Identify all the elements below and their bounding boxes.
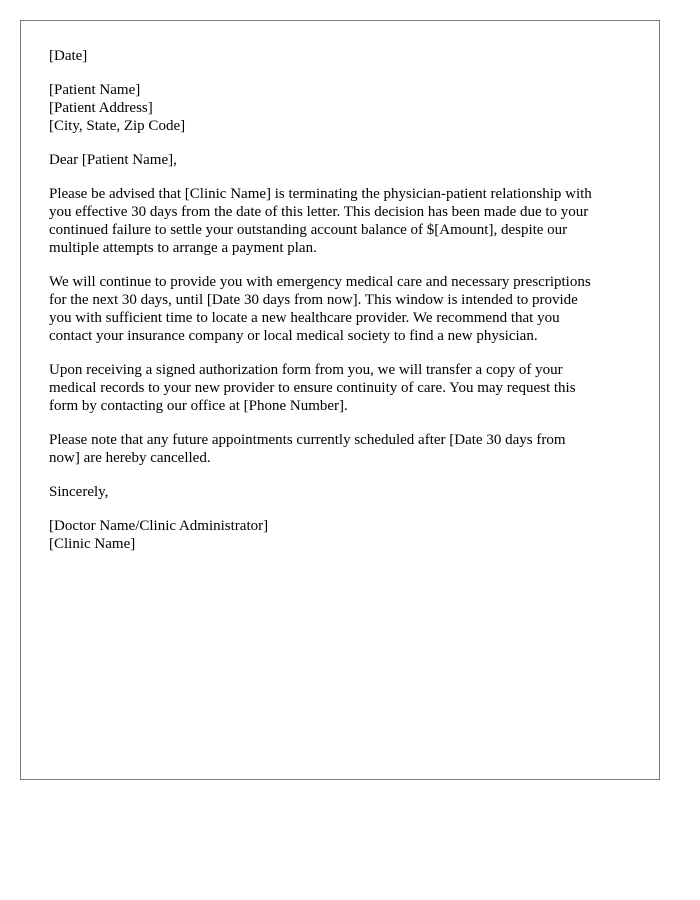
paragraph-appointments-cancelled bbox=[49, 431, 639, 467]
letter-page bbox=[20, 20, 660, 780]
salutation-block bbox=[49, 151, 639, 169]
signature-name: [Doctor Name/Clinic Administrator] bbox=[49, 518, 269, 534]
paragraph-records-transfer bbox=[49, 361, 639, 415]
paragraph-line: medical records to your new provider to ensure continuity of care. You may request this bbox=[49, 380, 576, 396]
recipient-name: [Patient Name] bbox=[49, 82, 141, 98]
letter-date: [Date] bbox=[49, 48, 88, 64]
paragraph-line: continued failure to settle your outstanding account balance of $[Amount], despite our bbox=[49, 222, 568, 238]
letter-body bbox=[49, 47, 639, 553]
closing: Sincerely, bbox=[49, 484, 109, 500]
paragraph-line: now] are hereby cancelled. bbox=[49, 450, 211, 466]
closing-block bbox=[49, 483, 639, 501]
recipient-address: [Patient Address] bbox=[49, 100, 153, 116]
paragraph-line: contact your insurance company or local medical society to find a new physician. bbox=[49, 328, 538, 344]
paragraph-line: Please be advised that [Clinic Name] is terminating the physician-patient relationship with bbox=[49, 186, 592, 202]
paragraph-line: form by contacting our office at [Phone Number]. bbox=[49, 398, 348, 414]
salutation: Dear [Patient Name], bbox=[49, 152, 177, 168]
recipient-city-state-zip: [City, State, Zip Code] bbox=[49, 118, 186, 134]
paragraph-line: Upon receiving a signed authorization form from you, we will transfer a copy of your bbox=[49, 362, 563, 378]
signature-clinic: [Clinic Name] bbox=[49, 536, 136, 552]
date-block bbox=[49, 47, 639, 65]
recipient-address-block bbox=[49, 81, 639, 135]
paragraph-continued-care bbox=[49, 273, 639, 345]
paragraph-line: multiple attempts to arrange a payment plan. bbox=[49, 240, 317, 256]
paragraph-line: you effective 30 days from the date of this letter. This decision has been made due to your bbox=[49, 204, 589, 220]
paragraph-line: Please note that any future appointments currently scheduled after [Date 30 days from bbox=[49, 432, 566, 448]
signature-block bbox=[49, 517, 639, 553]
paragraph-line: We will continue to provide you with emergency medical care and necessary prescriptions bbox=[49, 274, 591, 290]
paragraph-line: for the next 30 days, until [Date 30 days from now]. This window is intended to provide bbox=[49, 292, 578, 308]
paragraph-line: you with sufficient time to locate a new healthcare provider. We recommend that you bbox=[49, 310, 560, 326]
paragraph-termination-notice bbox=[49, 185, 639, 257]
